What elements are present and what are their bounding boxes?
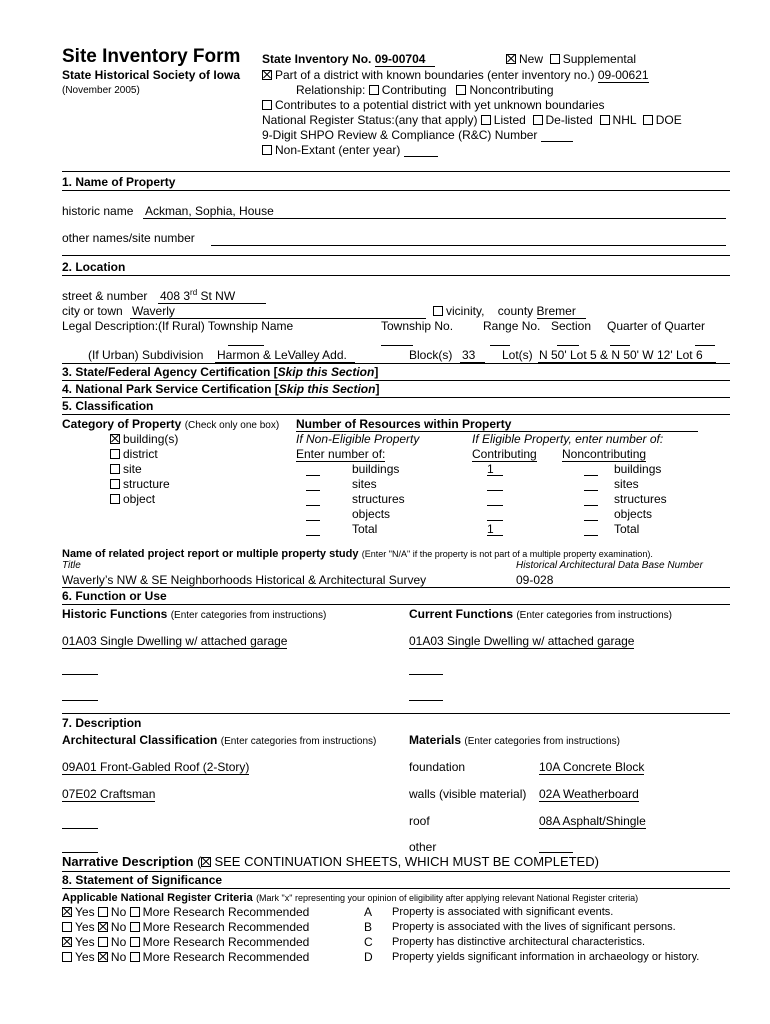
more-research-checkbox[interactable] xyxy=(130,952,140,962)
no-checkbox[interactable] xyxy=(98,937,108,947)
noncontributing-label: Noncontributing xyxy=(469,83,554,97)
historic-name-label: historic name xyxy=(62,204,134,218)
shpo-field[interactable] xyxy=(541,129,573,142)
lots-field[interactable] xyxy=(538,348,716,363)
narrative-checkbox[interactable] xyxy=(201,857,211,867)
subdivision-field[interactable] xyxy=(215,348,355,363)
noncontributing-count-field[interactable] xyxy=(584,522,598,536)
criteria-description: Property has distinctive architectural characteristics. xyxy=(392,936,646,948)
contributing-col-label xyxy=(472,447,537,461)
subdivision-value: Harmon & LeValley Add. xyxy=(217,348,347,362)
shpo-label: 9-Digit SHPO Review & Compliance (R&C) Number xyxy=(262,128,538,142)
arch-classification-note: (Enter categories from instructions) xyxy=(220,736,377,747)
roof-label: roof xyxy=(409,814,430,828)
resource-label: structures xyxy=(352,492,405,506)
materials-label: Materials xyxy=(409,733,462,747)
other-names-field[interactable] xyxy=(211,231,726,246)
yes-checkbox[interactable] xyxy=(62,922,72,932)
form-date: (November 2005) xyxy=(62,85,140,96)
foundation-value[interactable]: 10A Concrete Block xyxy=(539,760,645,774)
category-option xyxy=(110,492,155,506)
criteria-note: (Mark "x" representing your opinion of eligibility after applying relevant National Register criteria) xyxy=(256,893,639,903)
township-name-field[interactable] xyxy=(228,331,264,346)
contributing-checkbox[interactable] xyxy=(369,85,379,95)
divider xyxy=(62,275,730,276)
arch-classification-heading xyxy=(62,733,376,749)
range-no-label: Range No. xyxy=(483,319,541,333)
category-label: structure xyxy=(123,477,170,491)
contributing-count-field[interactable] xyxy=(487,477,503,491)
study-number-field[interactable] xyxy=(516,573,564,588)
related-study-label: Name of related project report or multiple property study xyxy=(62,548,359,560)
lots-label: Lot(s) xyxy=(502,348,533,362)
listed-checkbox[interactable] xyxy=(481,115,491,125)
divider xyxy=(62,380,730,381)
potential-district-checkbox[interactable] xyxy=(262,100,272,110)
materials-note: (Enter categories from instructions) xyxy=(464,736,620,747)
section-4-bracket: ] xyxy=(375,382,380,396)
doe-label: DOE xyxy=(655,113,682,127)
divider xyxy=(62,363,730,364)
yes-label: Yes xyxy=(75,920,95,934)
criteria-row xyxy=(62,935,309,949)
criteria-letter: C xyxy=(364,935,373,949)
blocks-value: 33 xyxy=(462,348,476,362)
resources-heading: Number of Resources within Property xyxy=(296,417,698,432)
noncontributing-count-field[interactable] xyxy=(584,462,598,476)
yes-checkbox[interactable] xyxy=(62,907,72,917)
study-title-value: Waverly’s NW & SE Neighborhoods Historical & Architectural Survey xyxy=(62,573,427,587)
range-no-field[interactable] xyxy=(490,331,510,346)
historic-function-3[interactable] xyxy=(62,686,98,701)
current-function-3[interactable] xyxy=(409,686,443,701)
section-7-heading: 7. Description xyxy=(62,716,142,730)
criteria-letter: B xyxy=(364,920,373,934)
contributing-label: Contributing xyxy=(381,83,447,97)
noncontributing-checkbox[interactable] xyxy=(456,85,466,95)
yes-label: Yes xyxy=(75,935,95,949)
county-value[interactable]: Bremer xyxy=(536,304,576,318)
study-number-value: 09-028 xyxy=(516,573,554,587)
more-research-label: More Research Recommended xyxy=(142,950,310,964)
quarter-field[interactable] xyxy=(610,331,630,346)
current-functions-label: Current Functions xyxy=(409,607,513,621)
contributing-count-field[interactable] xyxy=(487,492,503,506)
city-field[interactable] xyxy=(130,304,426,319)
section-4-skip: Skip this Section xyxy=(278,382,376,396)
criteria-row xyxy=(62,950,309,964)
section-3-title: 3. State/Federal Agency Certification [ xyxy=(62,365,278,379)
nonextant-label: Non-Extant (enter year) xyxy=(275,143,401,157)
org-name: State Historical Society of Iowa xyxy=(62,68,241,82)
category-heading xyxy=(62,417,279,433)
no-label: No xyxy=(110,920,127,934)
street-ordinal: rd xyxy=(190,288,198,297)
city-value: Waverly xyxy=(132,304,175,318)
contributing-count-field[interactable] xyxy=(487,507,503,521)
more-research-label: More Research Recommended xyxy=(142,905,310,919)
section-3-heading xyxy=(62,365,378,379)
noncontributing-count-field[interactable] xyxy=(584,477,598,491)
category-checkbox[interactable] xyxy=(110,494,120,504)
walls-value[interactable]: 02A Weatherboard xyxy=(539,787,639,801)
criteria-letter: D xyxy=(364,950,373,964)
inventory-number-value[interactable]: 09-00704 xyxy=(374,52,426,66)
category-label: building(s) xyxy=(123,432,179,446)
non-eligible-label: If Non-Eligible Property xyxy=(296,432,420,446)
hadb-label: Historical Architectural Data Base Number xyxy=(516,560,703,571)
category-checkbox[interactable] xyxy=(110,434,120,444)
divider xyxy=(62,888,730,889)
resource-label: sites xyxy=(614,477,639,491)
street-name: St NW xyxy=(197,289,236,303)
non-eligible-count-field[interactable] xyxy=(306,477,320,491)
section-2-heading: 2. Location xyxy=(62,260,126,274)
historic-name-value: Ackman, Sophia, House xyxy=(145,204,274,218)
nonextant-row xyxy=(262,143,438,157)
potential-district-label: Contributes to a potential district with yet unknown boundaries xyxy=(275,98,605,112)
section-3-skip: Skip this Section xyxy=(277,365,375,379)
no-label: No xyxy=(110,905,127,919)
yes-label: Yes xyxy=(75,905,95,919)
township-no-field[interactable] xyxy=(381,331,413,346)
historic-functions-label: Historic Functions xyxy=(62,607,168,621)
quarter-label: Quarter of Quarter xyxy=(607,319,706,333)
criteria-description: Property is associated with the lives of significant persons. xyxy=(392,921,676,933)
township-no-label: Township No. xyxy=(381,319,454,333)
delisted-label: De-listed xyxy=(545,113,593,127)
nr-status-label: National Register Status:(any that apply) xyxy=(262,113,478,127)
criteria-label: Applicable National Register Criteria xyxy=(62,892,253,904)
category-option xyxy=(110,447,158,461)
more-research-checkbox[interactable] xyxy=(130,937,140,947)
category-option xyxy=(110,477,170,491)
vicinity-checkbox[interactable] xyxy=(433,306,443,316)
non-eligible-count-field[interactable] xyxy=(306,507,320,521)
section-1-heading: 1. Name of Property xyxy=(62,175,176,189)
county-label: county xyxy=(497,304,534,318)
noncontributing-count-field[interactable] xyxy=(584,507,598,521)
category-checkbox[interactable] xyxy=(110,464,120,474)
criteria-row xyxy=(62,905,309,919)
divider xyxy=(62,604,730,605)
category-checkbox[interactable] xyxy=(110,449,120,459)
non-eligible-count-field[interactable] xyxy=(306,462,320,476)
resource-label: structures xyxy=(614,492,667,506)
category-label: district xyxy=(123,447,158,461)
resource-label: objects xyxy=(614,507,653,521)
category-label: Category of Property xyxy=(62,417,182,431)
category-option xyxy=(110,462,142,476)
other-material-field[interactable] xyxy=(539,838,573,853)
foundation-label: foundation xyxy=(409,760,466,774)
new-supp-row xyxy=(506,52,636,66)
inventory-number-row xyxy=(262,52,435,66)
yes-checkbox[interactable] xyxy=(62,952,72,962)
materials-heading xyxy=(409,733,620,749)
inventory-number-label: State Inventory No. xyxy=(262,52,372,66)
narrative-note: SEE CONTINUATION SHEETS, WHICH MUST BE COMPLETED) xyxy=(214,854,599,869)
city-label: city or town xyxy=(62,304,123,318)
historic-functions-heading xyxy=(62,607,326,623)
listed-label: Listed xyxy=(493,113,526,127)
other-names-label: other names/site number xyxy=(62,231,195,245)
historic-function-1[interactable]: 01A03 Single Dwelling w/ attached garage xyxy=(62,634,288,648)
potential-district-row xyxy=(262,98,605,112)
no-checkbox[interactable] xyxy=(98,922,108,932)
non-eligible-count-field[interactable] xyxy=(306,522,320,536)
current-function-1[interactable]: 01A03 Single Dwelling w/ attached garage xyxy=(409,634,635,648)
no-label: No xyxy=(110,935,127,949)
no-checkbox[interactable] xyxy=(98,952,108,962)
more-research-checkbox[interactable] xyxy=(130,907,140,917)
study-title-field[interactable] xyxy=(62,573,447,588)
resource-label: Total xyxy=(352,522,378,536)
resource-label: objects xyxy=(352,507,391,521)
nonextant-checkbox[interactable] xyxy=(262,145,272,155)
category-option xyxy=(110,432,178,446)
resource-label: sites xyxy=(352,477,377,491)
criteria-heading xyxy=(62,890,638,905)
lots-value: N 50' Lot 5 & N 50' W 12' Lot 6 xyxy=(539,348,703,362)
no-label: No xyxy=(110,950,127,964)
section-field[interactable] xyxy=(557,331,579,346)
historic-functions-note: (Enter categories from instructions) xyxy=(170,610,327,621)
current-functions-note: (Enter categories from instructions) xyxy=(516,610,672,621)
narrative-label: Narrative Description xyxy=(62,854,194,869)
section-6-heading: 6. Function or Use xyxy=(62,589,167,603)
relationship-row xyxy=(296,83,554,97)
delisted-checkbox[interactable] xyxy=(533,115,543,125)
current-functions-heading xyxy=(409,607,672,623)
yes-label: Yes xyxy=(75,950,95,964)
district-number[interactable]: 09-00621 xyxy=(597,68,649,82)
section-4-title: 4. National Park Service Certification [ xyxy=(62,382,279,396)
divider xyxy=(62,190,730,191)
arch-classification-label: Architectural Classification xyxy=(62,733,218,747)
enter-number-label xyxy=(296,447,385,461)
district-row xyxy=(262,68,649,82)
section-4-heading xyxy=(62,382,379,396)
new-label: New xyxy=(519,52,544,66)
legal-description-label: Legal Description:(If Rural) Township Name xyxy=(62,319,294,333)
divider xyxy=(62,587,730,588)
criteria-letter: A xyxy=(364,905,373,919)
more-research-label: More Research Recommended xyxy=(142,935,310,949)
contributing-count-field[interactable]: 1 xyxy=(487,522,503,536)
district-label: Part of a district with known boundaries (enter inventory no.) xyxy=(275,68,595,82)
section-8-heading: 8. Statement of Significance xyxy=(62,873,223,887)
non-eligible-count-field[interactable] xyxy=(306,492,320,506)
related-study-note: (Enter "N/A" if the property is not part of a multiple property examination). xyxy=(361,549,653,559)
section-3-bracket: ] xyxy=(374,365,379,379)
resource-label: buildings xyxy=(352,462,400,476)
street-value xyxy=(160,289,235,303)
criteria-description: Property is associated with significant events. xyxy=(392,906,614,918)
no-checkbox[interactable] xyxy=(98,907,108,917)
arch-class-3[interactable] xyxy=(62,814,98,829)
category-label: site xyxy=(123,462,142,476)
category-checkbox[interactable] xyxy=(110,479,120,489)
new-checkbox[interactable] xyxy=(506,54,516,64)
street-label: street & number xyxy=(62,289,148,303)
divider xyxy=(62,171,730,172)
roof-value[interactable]: 08A Asphalt/Shingle xyxy=(539,814,646,828)
criteria-description: Property yields significant information in archaeology or history. xyxy=(392,951,700,963)
narrative-row: Narrative Description ( SEE CONTINUATION SHEETS, WHICH MUST BE COMPLETED) xyxy=(62,854,599,869)
district-checkbox[interactable] xyxy=(262,70,272,80)
section-label: Section xyxy=(551,319,592,333)
divider xyxy=(62,397,730,398)
nr-status-row xyxy=(262,113,682,127)
more-research-label: More Research Recommended xyxy=(142,920,310,934)
nonextant-year-field[interactable] xyxy=(404,144,438,157)
contributing-col-text: Contributing xyxy=(472,447,537,461)
supplemental-label: Supplemental xyxy=(562,52,637,66)
form-title: Site Inventory Form xyxy=(62,46,241,67)
section-5-heading: 5. Classification xyxy=(62,399,154,413)
street-number: 408 3 xyxy=(160,289,191,303)
arch-class-4[interactable] xyxy=(62,838,98,853)
noncontributing-col-text: Noncontributing xyxy=(562,447,647,461)
title-label: Title xyxy=(62,560,81,571)
vicinity-row xyxy=(433,304,586,318)
arch-class-1[interactable]: 09A01 Front-Gabled Roof (2-Story) xyxy=(62,760,250,774)
category-label: object xyxy=(123,492,156,506)
more-research-checkbox[interactable] xyxy=(130,922,140,932)
category-note: (Check only one box) xyxy=(184,420,280,431)
noncontributing-count-field[interactable] xyxy=(584,492,598,506)
criteria-row xyxy=(62,920,309,934)
historic-function-2[interactable] xyxy=(62,660,98,675)
street-field[interactable] xyxy=(158,289,266,304)
blocks-label: Block(s) xyxy=(409,348,453,362)
resource-label: Total xyxy=(614,522,640,536)
resource-label: buildings xyxy=(614,462,662,476)
other-material-label: other xyxy=(409,840,437,854)
nhl-checkbox[interactable] xyxy=(600,115,610,125)
historic-name-field[interactable] xyxy=(143,204,726,219)
blocks-field[interactable] xyxy=(460,348,485,363)
vicinity-label: vicinity, xyxy=(446,304,485,318)
divider xyxy=(62,871,730,872)
eligible-label: If Eligible Property, enter number of: xyxy=(472,432,664,446)
noncontributing-col-label xyxy=(562,447,646,461)
divider xyxy=(62,255,730,256)
relationship-label: Relationship: xyxy=(296,83,366,97)
yes-checkbox[interactable] xyxy=(62,937,72,947)
arch-class-2[interactable]: 07E02 Craftsman xyxy=(62,787,156,801)
walls-label: walls (visible material) xyxy=(409,787,527,801)
quarter-of-quarter-field[interactable] xyxy=(695,331,715,346)
nhl-label: NHL xyxy=(612,113,637,127)
supplemental-checkbox[interactable] xyxy=(550,54,560,64)
enter-number-text: Enter number of: xyxy=(296,447,386,461)
shpo-row xyxy=(262,128,573,142)
divider xyxy=(62,713,730,714)
urban-subdivision-label: (If Urban) Subdivision xyxy=(88,348,204,362)
divider xyxy=(62,414,730,415)
doe-checkbox[interactable] xyxy=(643,115,653,125)
contributing-count-field[interactable]: 1 xyxy=(487,462,503,476)
current-function-2[interactable] xyxy=(409,660,443,675)
